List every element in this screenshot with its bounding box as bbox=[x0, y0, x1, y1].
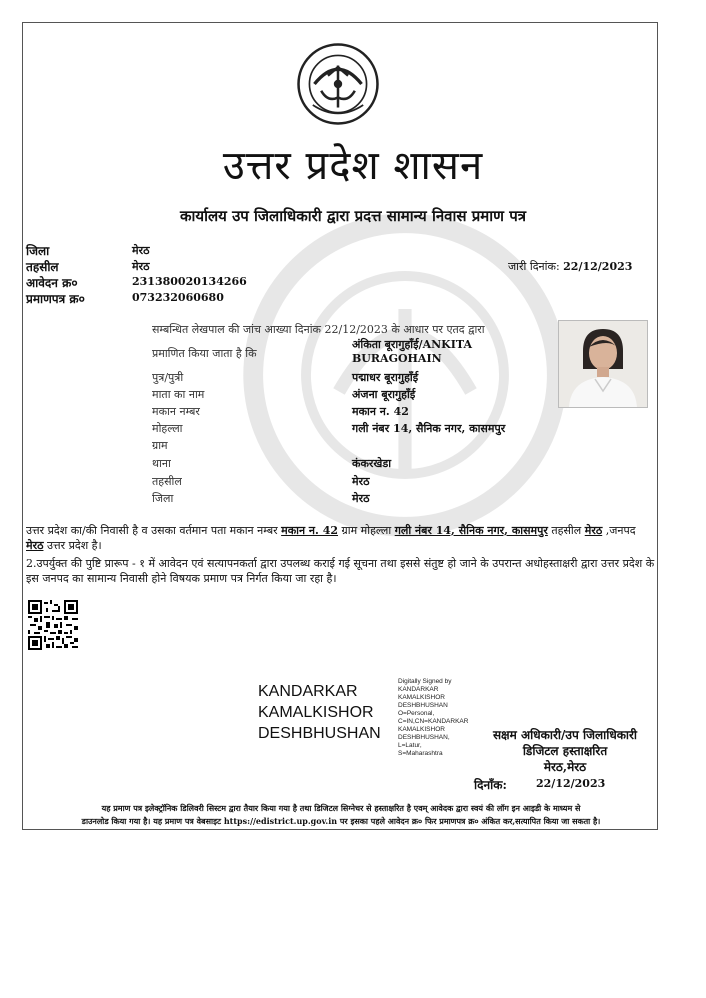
field-value-district: मेरठ bbox=[352, 492, 370, 505]
issue-date-value: 22/12/2023 bbox=[563, 260, 633, 273]
field-value-parent: पद्माधर बूरागुहाँई bbox=[352, 371, 419, 384]
signature-detail-line: DESHBHUSHAN bbox=[398, 702, 448, 709]
intro-line-1: सम्बन्धित लेखपाल की जांच आख्या दिनांक 22/12/2023 के आधार पर एतद द्वारा bbox=[152, 323, 485, 336]
authority-title: सक्षम अधिकारी/उप जिलाधिकारी bbox=[492, 728, 638, 742]
authority-date-value: 22/12/2023 bbox=[536, 777, 606, 790]
signature-detail-line: S=Maharashtra bbox=[398, 750, 443, 757]
field-label-village: ग्राम bbox=[152, 439, 168, 452]
application-no-label: आवेदन क्र० bbox=[26, 276, 78, 290]
field-value-house: मकान न. 42 bbox=[352, 405, 409, 418]
application-no-value: 231380020134266 bbox=[132, 275, 247, 288]
field-value-police-station: कंकरखेडा bbox=[352, 457, 392, 470]
district-value: मेरठ bbox=[132, 244, 150, 257]
paragraph-district: मेरठ bbox=[26, 539, 44, 552]
signer-name-line-1: KANDARKAR bbox=[258, 683, 358, 700]
field-label-district: जिला bbox=[152, 492, 174, 505]
paragraph-house: मकान न. 42 bbox=[281, 524, 339, 537]
signer-name-line-2: KAMALKISHOR bbox=[258, 704, 374, 721]
issue-date bbox=[508, 259, 632, 274]
paragraph-text: ,जनपद bbox=[602, 524, 636, 537]
signature-detail-line: L=Latur, bbox=[398, 742, 422, 749]
district-label: जिला bbox=[26, 244, 50, 258]
signature-detail-line: KAMALKISHOR bbox=[398, 694, 445, 701]
field-label-tehsil: तहसील bbox=[152, 475, 182, 488]
residence-paragraph bbox=[26, 523, 656, 553]
footer-notice bbox=[26, 802, 656, 828]
tehsil-value: मेरठ bbox=[132, 260, 150, 273]
paragraph-tehsil: मेरठ bbox=[584, 524, 603, 537]
signature-detail-line: DESHBHUSHAN, bbox=[398, 734, 450, 741]
footer-line-1: यह प्रमाण पत्र इलेक्ट्रॉनिक डिलिवरी सिस्टम द्वारा तैयार किया गया है तथा डिजिटल सिग्नेचर से हस्ताक्षरित है एवम् आवेदक द्वारा स्वयं की लॉग इन आइडी के माध्यम से bbox=[101, 803, 581, 813]
qr-code-icon bbox=[28, 600, 78, 650]
certificate-no-value: 073232060680 bbox=[132, 291, 224, 304]
signature-detail-line: C=IN,CN=KANDARKAR bbox=[398, 718, 469, 725]
tehsil-label: तहसील bbox=[26, 260, 59, 274]
authority-location: मेरठ,मेरठ bbox=[543, 760, 587, 774]
certificate-no-label: प्रमाणपत्र क्र० bbox=[26, 292, 85, 306]
field-label-mother: माता का नाम bbox=[152, 388, 205, 401]
footer-line-2: डाउनलोड किया गया है। यह प्रमाण पत्र वेबसाइट https://edistrict.up.gov.in पर इसका पहले आवेदन क्र० फिर प्रमाणपत्र क्र० अंकित कर,सत्यापित किया जा सकता है। bbox=[81, 816, 601, 826]
page-title: उत्तर प्रदेश शासन bbox=[222, 143, 484, 189]
field-label-parent: पुत्र/पुत्री bbox=[152, 371, 184, 384]
intro-line-2: प्रमाणित किया जाता है कि bbox=[152, 347, 257, 360]
verification-paragraph: 2.उपर्युक्त की पुष्टि प्रारूप - १ में आवेदन एवं सत्यापनकर्ता द्वारा उपलब्ध कराई गई सूचना तथा इससे संतुष्ट हो जाने के उपरान्त अधोहस्ताक्षरी द्वारा उत्तर प्रदेश के इस जनपद का सामान्य निवासी होने विषयक प्रमाण पत्र निर्गत किया जा रहा है। bbox=[26, 557, 655, 585]
field-label-house: मकान नम्बर bbox=[152, 405, 200, 418]
field-value-locality: गली नंबर 14, सैनिक नगर, कासमपुर bbox=[352, 422, 506, 435]
field-label-locality: मोहल्ला bbox=[152, 422, 183, 435]
person-photo-icon bbox=[559, 321, 647, 407]
signature-detail-line: KAMALKISHOR bbox=[398, 726, 445, 733]
field-value-tehsil: मेरठ bbox=[352, 475, 370, 488]
signature-detail-line: O=Personal, bbox=[398, 710, 435, 717]
paragraph-text: तहसील bbox=[547, 524, 585, 537]
applicant-name-cont: BURAGOHAIN bbox=[352, 352, 442, 365]
signer-name-line-3: DESHBHUSHAN bbox=[258, 725, 381, 742]
signature-detail-line: Digitally Signed by bbox=[398, 678, 452, 685]
authority-date-label: दिनाँक: bbox=[474, 778, 507, 792]
applicant-photo bbox=[558, 320, 648, 408]
paragraph-text: उत्तर प्रदेश का/की निवासी है व उसका वर्तमान पता मकान नम्बर bbox=[26, 524, 282, 537]
up-government-emblem-icon bbox=[296, 42, 380, 126]
paragraph-locality: गली नंबर 14, सैनिक नगर, कासमपुर bbox=[394, 524, 548, 537]
digital-signature-details bbox=[398, 678, 468, 758]
paragraph-text: उत्तर प्रदेश है। bbox=[43, 539, 102, 552]
paragraph-text: ग्राम मोहल्ला bbox=[338, 524, 395, 537]
issue-date-label: जारी दिनांक: bbox=[508, 260, 560, 273]
field-value-mother: अंजना बूरागुहाँई bbox=[352, 388, 416, 401]
signature-detail-line: KANDARKAR bbox=[398, 686, 439, 693]
field-label-police-station: थाना bbox=[152, 457, 171, 470]
authority-digital-signed: डिजिटल हस्ताक्षरित bbox=[522, 744, 608, 758]
certificate-subtitle: कार्यालय उप जिलाधिकारी द्वारा प्रदत्त सामान्य निवास प्रमाण पत्र bbox=[180, 207, 526, 225]
applicant-name: अंकिता बूरागुहाँई/ANKITA bbox=[352, 338, 472, 351]
